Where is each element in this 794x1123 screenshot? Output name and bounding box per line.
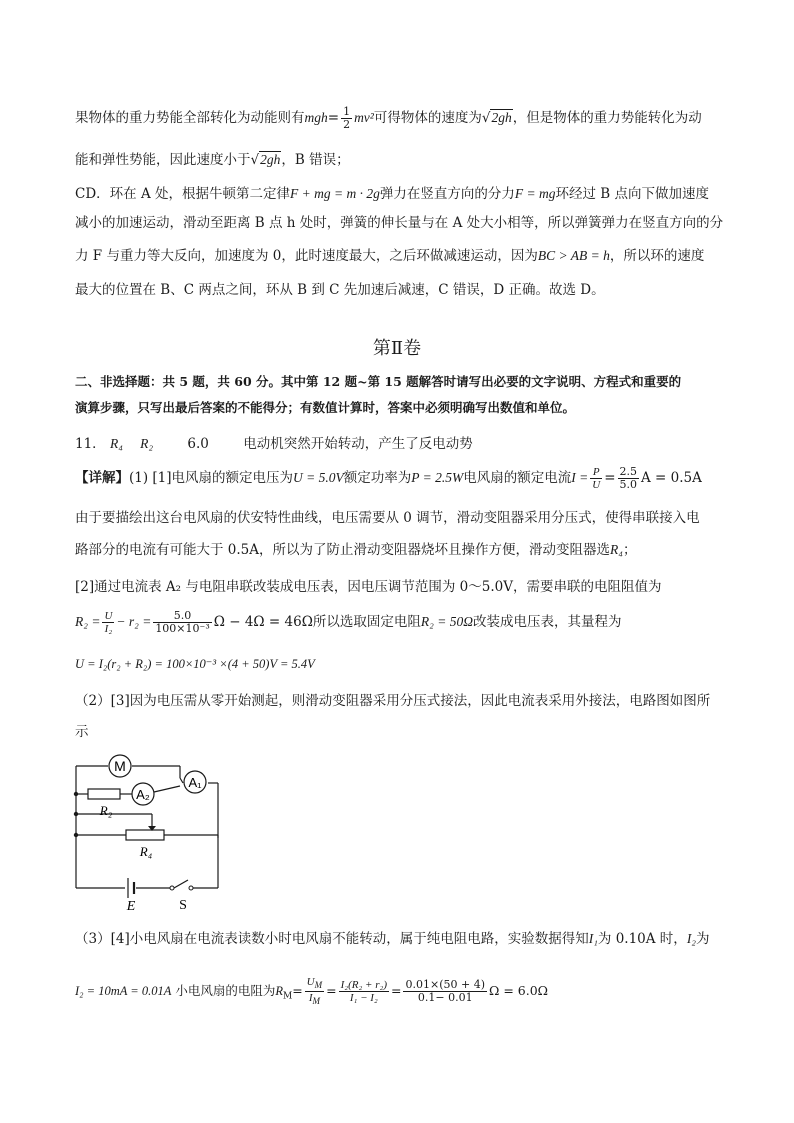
math-subscript: M xyxy=(282,991,293,1002)
text-run: （3）[4]小电风扇在电流表读数小时电风扇不能转动，属于纯电阻电路，实验数据得知 xyxy=(75,931,589,947)
fraction xyxy=(102,610,114,635)
switch-label: S xyxy=(179,898,187,912)
math-expression: P = 2.5W xyxy=(411,470,464,485)
detail-line: 【详解】(1) [1]电风扇的额定电压为U = 5.0V额定功率为P = 2.5W电风扇的额定电流I = $\frac{P}{U}$ = $\frac{2.5}{5.0}$ A = 0.5A xyxy=(75,465,702,491)
fraction-numerator: P xyxy=(592,466,600,478)
text-run: 能和弹性势能，因此速度小于 xyxy=(75,152,251,168)
math-expression: R xyxy=(275,984,283,999)
math-expression: F = mg xyxy=(514,186,556,201)
answer-line xyxy=(75,434,725,454)
instructions-line: 二、非选择题：共 5 题，共 60 分。其中第 12 题~第 15 题解答时请写出必要的文字说明、方程式和重要的 xyxy=(75,374,682,389)
answer-blank-4: 电动机突然开始转动，产生了反电动势 xyxy=(243,436,473,452)
fraction xyxy=(341,106,352,131)
math-subscript: M xyxy=(314,980,323,991)
resistor-r2-label: R₂ xyxy=(99,803,113,818)
fraction-numerator: 5.0 xyxy=(173,609,192,622)
fraction-denominator-text: I xyxy=(308,992,313,1005)
math-expression: I = xyxy=(571,470,589,485)
paragraph-line xyxy=(75,184,725,204)
fraction-denominator: 0.1− 0.01 xyxy=(403,991,487,1004)
math-expression: mgh xyxy=(304,110,328,125)
motor-label: M xyxy=(114,758,126,774)
switch-contact xyxy=(170,886,174,890)
math-expression: Ω = 6.0Ω xyxy=(488,983,549,999)
text-run: 小电风扇的电阻为 xyxy=(175,983,276,999)
junction-dot xyxy=(74,812,78,816)
rheostat-r4 xyxy=(126,830,164,840)
fraction-denominator: I₁ − I₂ xyxy=(339,991,389,1004)
math-operator: = xyxy=(327,110,340,126)
math-expression: − r₂ = xyxy=(116,614,152,629)
fraction-numerator: 2.5 xyxy=(619,465,638,478)
fraction-denominator: 5.0 xyxy=(619,478,638,491)
text-run: 为 xyxy=(696,931,710,947)
section-title: 第Ⅱ卷 xyxy=(372,338,422,359)
rheostat-r4-label: R₄ xyxy=(139,844,153,859)
math-expression: U = 5.0V xyxy=(293,470,344,485)
text-run: ； xyxy=(622,542,637,558)
math-subscript: M xyxy=(312,996,320,1007)
fraction xyxy=(339,979,389,1004)
fraction-numerator-text: U xyxy=(306,976,315,988)
resistor-r2 xyxy=(88,789,120,799)
battery-label: E xyxy=(126,899,136,912)
text-run: 力 F 与重力等大反向，加速度为 0，此时速度最大，之后环做减速运动，因为 xyxy=(75,248,538,264)
detail-line xyxy=(75,610,725,635)
math-expression: mv² xyxy=(354,110,374,125)
detail-equation: U = I₂(r₂ + R₂) = 100×10⁻³ ×(4 + 50)V = 5.4V xyxy=(75,657,315,671)
ammeter-a1-label: A₁ xyxy=(188,775,202,790)
text-run: ，但是物体的重力势能转化为动 xyxy=(512,110,702,126)
junction-dot xyxy=(74,792,78,796)
text-run: 弹力在竖直方向的分力 xyxy=(379,186,515,202)
math-expression: I₂ = 10mA = 0.01A xyxy=(75,984,172,999)
text-run: 改装成电压表，其量程为 xyxy=(472,614,622,630)
detail-line: [2]通过电流表 A₂ 与电阻串联改装成电压表，因电压调节范围为 0～5.0V，需要串联的电阻阻值为 xyxy=(75,579,662,595)
paragraph-line: 减小的加速运动，滑动至距离 B 点 h 处时，弹簧的伸长量与在 A 处大小相等，所以弹簧弹力在竖直方向的分 xyxy=(75,215,724,231)
ammeter-a2-label: A₂ xyxy=(136,787,150,802)
fraction-denominator: 2 xyxy=(343,118,351,131)
math-expression: I₂ xyxy=(686,931,697,946)
answer-blank-3: 6.0 xyxy=(187,436,209,452)
text-run: ，B 错误； xyxy=(281,152,350,168)
fraction xyxy=(153,610,211,635)
text-run: (1) [1]电风扇的额定电压为 xyxy=(129,470,294,486)
text-run: 额定功率为 xyxy=(343,470,412,486)
math-expression: BC > AB = h xyxy=(537,248,610,263)
math-expression: R₄ xyxy=(610,542,623,557)
answer-blank-2: R₂ xyxy=(140,436,154,451)
math-expression: R₂ = xyxy=(75,614,101,629)
detail-line: I₂ = 10mA = 0.01A 小电风扇的电阻为$R_M=$ $\frac{U_M}{I_M}$ = $\frac{\text{I₂(R₂ + r₂)}}{\text{I₁ − I₂}}$ = $\frac{0.01\times(50 + 4)}{0.1- 0.01}$ Ω = 6.0Ω xyxy=(75,976,549,1007)
text-run: ，所以环的速度 xyxy=(609,248,705,264)
text-run: CD．环在 A 处，根据牛顿第二定律 xyxy=(75,186,290,202)
text-run: 所以选取固定电阻 xyxy=(312,614,421,630)
fraction-denominator: I₂ xyxy=(102,622,114,635)
fraction-numerator: I₂(R₂ + r₂) xyxy=(340,979,387,992)
fraction-numerator xyxy=(305,976,324,991)
paragraph-line xyxy=(75,246,725,266)
detail-line xyxy=(75,929,725,949)
math-expression: F + mg = m · 2g xyxy=(290,186,380,201)
math-expression: R₂ = 50Ω xyxy=(420,614,473,629)
paragraph-line: 果物体的重力势能全部转化为动能则有mgh= $\frac{1}{2}$ mv²可得物体的速度为√2gh，但是物体的重力势能转化为动 xyxy=(75,105,702,131)
instructions-line: 演算步骤，只写出最后答案的不能得分；有数值计算时，答案中必须明确写出数值和单位。 xyxy=(75,400,576,415)
detail-line: 由于要描绘出这台电风扇的伏安特性曲线，电压需要从 0 调节，滑动变阻器采用分压式，使得串联接入电 xyxy=(75,510,700,526)
paragraph-line: 最大的位置在 B、C 两点之间，环从 B 到 C 先加速后减速，C 错误，D 正确。故选 D。 xyxy=(75,282,605,298)
fraction-numerator: 1 xyxy=(343,105,351,118)
text-run: 为 0.10A 时， xyxy=(597,931,687,947)
fraction-numerator: 0.01×(50 + 4) xyxy=(405,978,485,992)
math-operator: = xyxy=(292,983,303,999)
text-run: 电风扇的额定电流 xyxy=(463,470,572,486)
detail-line: （2）[3]因为电压需从零开始测起，则滑动变阻器采用分压式接法，因此电流表采用外接法，电路图如图所 xyxy=(75,693,711,709)
detail-line: 示 xyxy=(75,724,89,740)
fraction xyxy=(403,979,487,1004)
question-number: 11． xyxy=(75,436,106,452)
fraction-denominator: U xyxy=(592,479,601,491)
fraction-denominator xyxy=(305,991,324,1007)
answer-blank-1: R₄ xyxy=(109,436,123,451)
detail-tag: 【详解】 xyxy=(75,470,129,486)
paragraph-line: 能和弹性势能，因此速度小于√2gh，B 错误； xyxy=(75,152,350,168)
fraction-denominator: 100×10⁻³ xyxy=(155,622,210,635)
fraction-numerator: U xyxy=(104,610,113,622)
text-run: 可得物体的速度为 xyxy=(373,110,482,126)
text-run: 果物体的重力势能全部转化为动能则有 xyxy=(75,110,305,126)
math-expression: A = 0.5A xyxy=(641,470,702,486)
switch-contact xyxy=(189,886,193,890)
fraction xyxy=(590,466,602,491)
text-run: 环经过 B 点向下做加速度 xyxy=(555,186,709,202)
sqrt-expression: 2gh xyxy=(260,152,281,167)
text-run: 路部分的电流有可能大于 0.5A，所以为了防止滑动变阻器烧坏且操作方便，滑动变阻器选 xyxy=(75,542,611,558)
math-expression: Ω − 4Ω = 46Ω xyxy=(213,614,313,630)
math-expression: I₁ xyxy=(588,931,598,946)
fraction xyxy=(618,466,640,491)
detail-line xyxy=(75,540,725,560)
circuit-diagram xyxy=(70,752,230,912)
junction-dot xyxy=(74,833,78,837)
sqrt-expression: 2gh xyxy=(491,110,512,125)
fraction xyxy=(305,976,324,1007)
